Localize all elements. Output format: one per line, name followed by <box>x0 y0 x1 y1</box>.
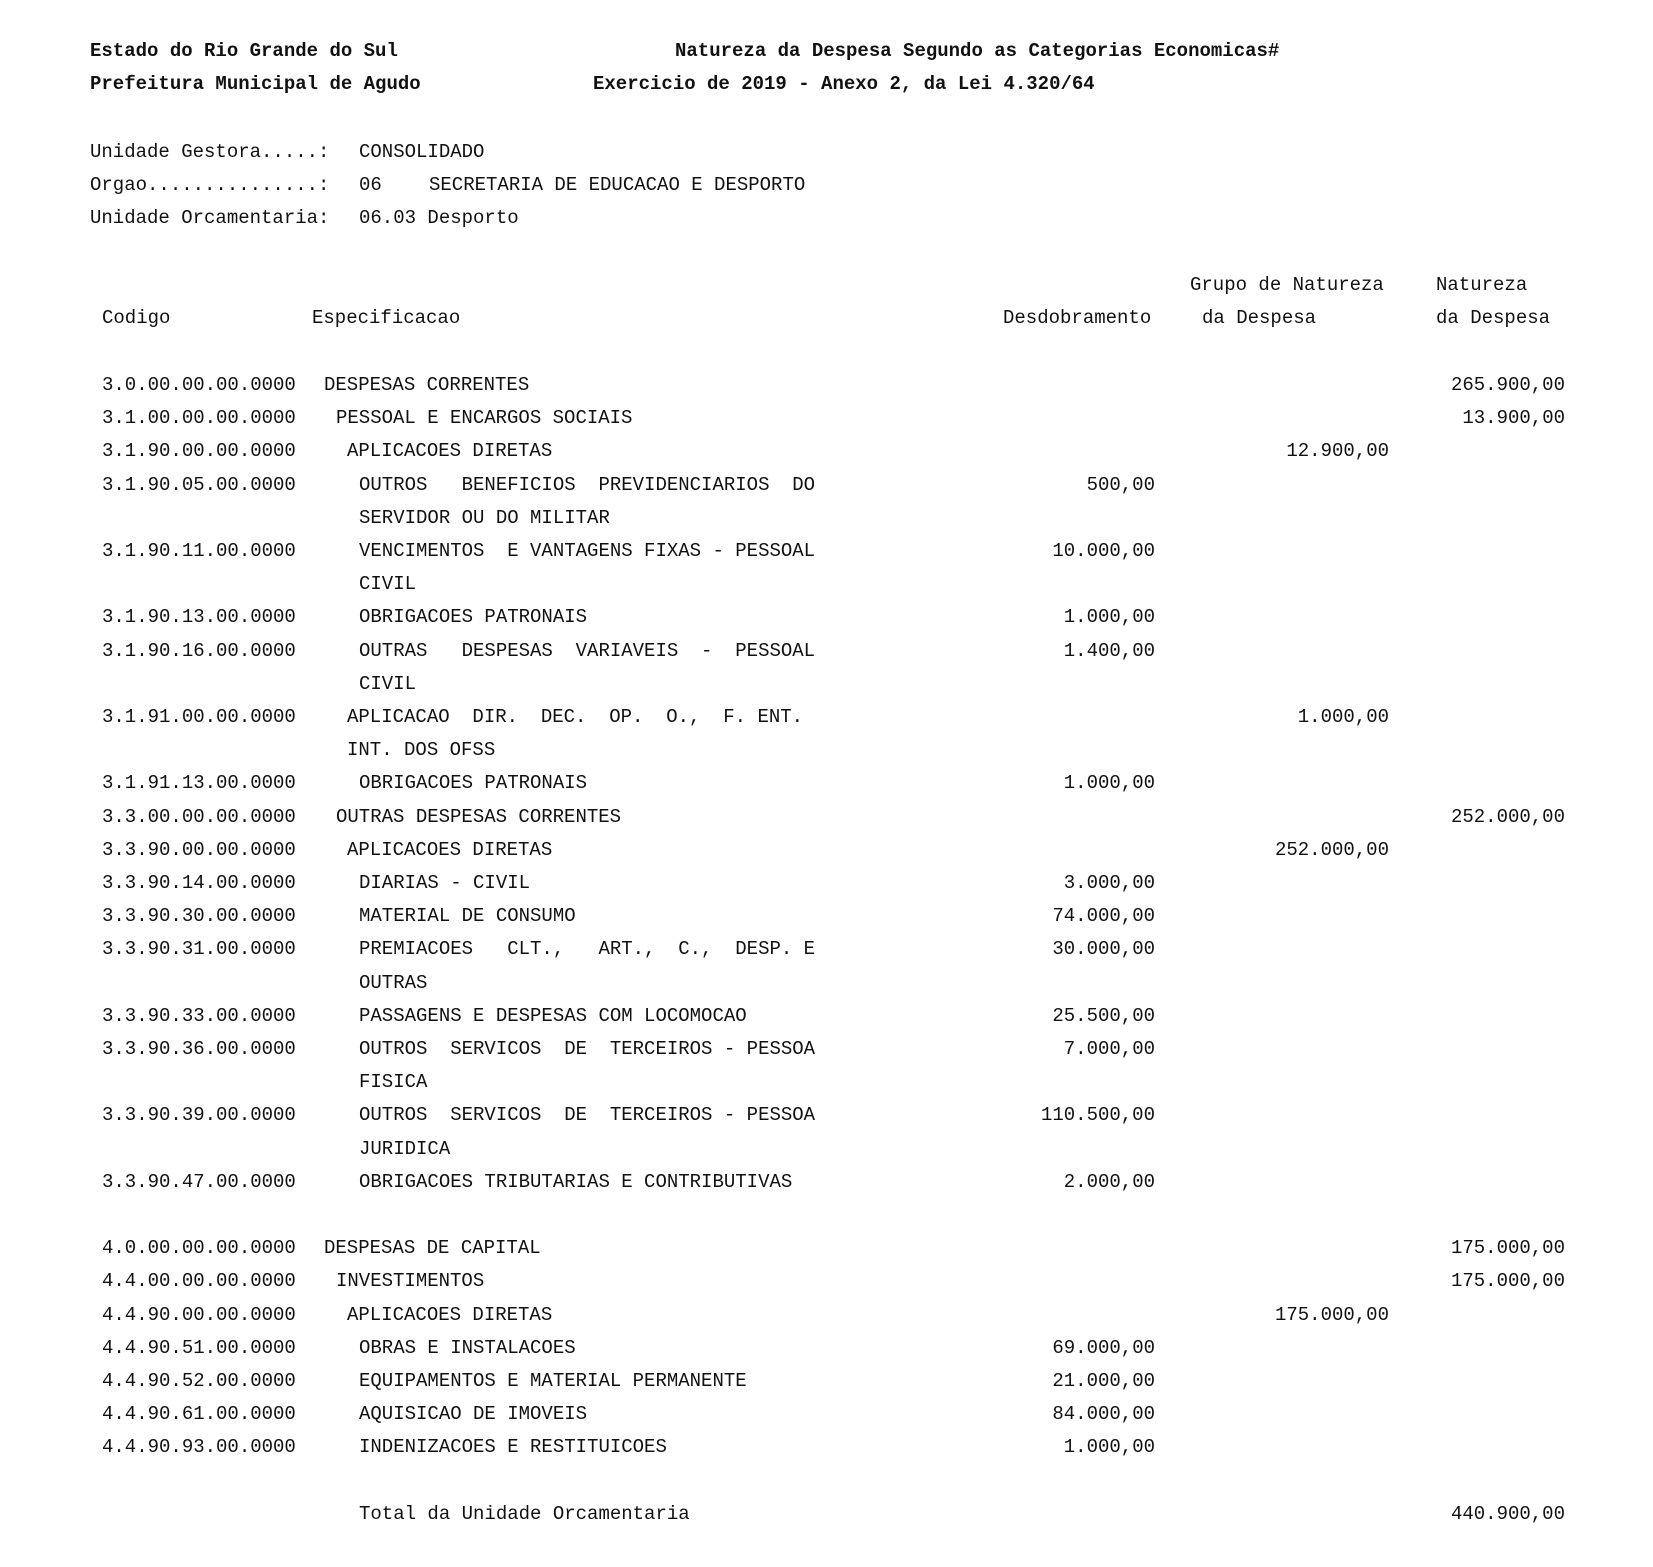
row-specification: APLICACOES DIRETAS <box>347 1303 553 1326</box>
row-specification: APLICACOES DIRETAS <box>347 838 553 861</box>
row-specification: CIVIL <box>359 672 417 695</box>
row-specification: AQUISICAO DE IMOVEIS <box>359 1403 588 1426</box>
row-grupo: 12.900,00 <box>1286 440 1389 463</box>
row-desdobramento: 74.000,00 <box>1052 905 1155 928</box>
row-natureza: 13.900,00 <box>1462 407 1565 430</box>
row-specification: PREMIACOES CLT., ART., C., DESP. E <box>359 938 816 961</box>
row-code: 4.0.00.00.00.0000 <box>102 1237 296 1260</box>
row-specification: OBRIGACOES PATRONAIS <box>359 772 588 795</box>
row-specification: JURIDICA <box>359 1137 451 1160</box>
row-specification: OBRIGACOES PATRONAIS <box>359 606 588 629</box>
row-specification: INDENIZACOES E RESTITUICOES <box>359 1436 667 1459</box>
row-specification: OUTROS SERVICOS DE TERCEIROS - PESSOA <box>359 1038 816 1060</box>
row-desdobramento: 1.400,00 <box>1063 639 1155 662</box>
row-code: 3.1.90.05.00.0000 <box>102 473 296 496</box>
row-specification: OUTROS SERVICOS DE TERCEIROS - PESSOA <box>359 1104 816 1127</box>
row-code: 3.1.00.00.00.0000 <box>102 407 296 430</box>
municipality-name: Prefeitura Municipal de Agudo <box>90 73 421 95</box>
report-title: Natureza da Despesa Segundo as Categorias Economicas# <box>675 40 1280 62</box>
row-code: 4.4.90.51.00.0000 <box>102 1336 296 1359</box>
col-header-desdobramento: Desdobramento <box>1003 307 1152 329</box>
row-specification: OBRIGACOES TRIBUTARIAS E CONTRIBUTIVAS <box>359 1170 793 1193</box>
row-desdobramento: 25.500,00 <box>1052 1004 1155 1027</box>
row-grupo: 252.000,00 <box>1274 838 1389 861</box>
row-specification: CIVIL <box>359 573 417 596</box>
row-code: 3.1.90.11.00.0000 <box>102 540 296 562</box>
row-specification: OUTROS BENEFICIOS PREVIDENCIARIOS DO <box>359 473 816 496</box>
row-code: 3.3.00.00.00.0000 <box>102 805 296 828</box>
row-desdobramento: 1.000,00 <box>1063 606 1155 629</box>
row-code: 4.4.90.00.00.0000 <box>102 1303 296 1326</box>
row-code: 3.3.90.30.00.0000 <box>102 905 296 928</box>
row-code: 3.0.00.00.00.0000 <box>102 374 296 396</box>
total-value: 440.900,00 <box>1450 1502 1565 1525</box>
row-specification: EQUIPAMENTOS E MATERIAL PERMANENTE <box>359 1370 747 1392</box>
row-specification: DESPESAS DE CAPITAL <box>324 1237 541 1260</box>
col-header-natureza-line2: da Despesa <box>1436 307 1551 329</box>
row-desdobramento: 7.000,00 <box>1063 1038 1155 1060</box>
row-code: 3.1.90.16.00.0000 <box>102 639 296 662</box>
row-code: 3.3.90.00.00.0000 <box>102 838 296 861</box>
row-desdobramento: 30.000,00 <box>1052 938 1155 961</box>
row-desdobramento: 1.000,00 <box>1063 772 1155 795</box>
row-natureza: 252.000,00 <box>1450 805 1565 828</box>
row-desdobramento: 500,00 <box>1086 473 1155 496</box>
col-header-natureza-line1: Natureza <box>1436 274 1528 296</box>
row-specification: PESSOAL E ENCARGOS SOCIAIS <box>336 407 633 430</box>
row-natureza: 265.900,00 <box>1450 374 1565 396</box>
row-specification: APLICACAO DIR. DEC. OP. O., F. ENT. <box>347 706 804 728</box>
row-specification: OUTRAS <box>359 971 428 994</box>
row-specification: INVESTIMENTOS <box>336 1270 485 1293</box>
row-code: 4.4.90.52.00.0000 <box>102 1370 296 1392</box>
row-desdobramento: 10.000,00 <box>1052 540 1155 562</box>
report-subtitle: Exercicio de 2019 - Anexo 2, da Lei 4.320/64 <box>593 73 1095 95</box>
unidade-orcamentaria-label: Unidade Orcamentaria: <box>90 207 330 229</box>
orgao-label: Orgao...............: <box>90 174 330 196</box>
total-label: Total da Unidade Orcamentaria <box>359 1502 690 1525</box>
row-natureza: 175.000,00 <box>1450 1270 1565 1293</box>
state-name: Estado do Rio Grande do Sul <box>90 40 398 62</box>
row-code: 4.4.90.61.00.0000 <box>102 1403 296 1426</box>
col-header-codigo: Codigo <box>102 307 171 329</box>
orgao-name: SECRETARIA DE EDUCACAO E DESPORTO <box>429 174 806 196</box>
row-specification: MATERIAL DE CONSUMO <box>359 905 576 928</box>
row-code: 3.3.90.39.00.0000 <box>102 1104 296 1127</box>
row-code: 3.1.90.00.00.0000 <box>102 440 296 463</box>
row-desdobramento: 21.000,00 <box>1052 1370 1155 1392</box>
row-code: 4.4.00.00.00.0000 <box>102 1270 296 1293</box>
row-specification: OBRAS E INSTALACOES <box>359 1336 576 1359</box>
row-code: 3.3.90.31.00.0000 <box>102 938 296 961</box>
row-code: 4.4.90.93.00.0000 <box>102 1436 296 1459</box>
row-specification: PASSAGENS E DESPESAS COM LOCOMOCAO <box>359 1004 747 1027</box>
row-specification: INT. DOS OFSS <box>347 739 496 762</box>
unidade-orcamentaria-value: 06.03 Desporto <box>359 207 519 229</box>
row-desdobramento: 110.500,00 <box>1040 1104 1155 1127</box>
col-header-grupo-line1: Grupo de Natureza <box>1190 274 1384 296</box>
row-code: 3.3.90.47.00.0000 <box>102 1170 296 1193</box>
col-header-grupo-line2: da Despesa <box>1202 307 1317 329</box>
row-code: 3.1.91.00.00.0000 <box>102 706 296 728</box>
row-specification: DIARIAS - CIVIL <box>359 872 531 894</box>
row-code: 3.1.90.13.00.0000 <box>102 606 296 629</box>
row-specification: OUTRAS DESPESAS CORRENTES <box>336 805 622 828</box>
row-desdobramento: 1.000,00 <box>1063 1436 1155 1459</box>
orgao-code: 06 <box>359 174 382 196</box>
row-specification: APLICACOES DIRETAS <box>347 440 553 463</box>
row-code: 3.3.90.14.00.0000 <box>102 872 296 894</box>
row-grupo: 175.000,00 <box>1274 1303 1389 1326</box>
row-grupo: 1.000,00 <box>1297 706 1389 728</box>
row-code: 3.3.90.36.00.0000 <box>102 1038 296 1060</box>
row-desdobramento: 3.000,00 <box>1063 872 1155 894</box>
row-specification: DESPESAS CORRENTES <box>324 374 530 396</box>
row-specification: SERVIDOR OU DO MILITAR <box>359 506 610 529</box>
row-specification: VENCIMENTOS E VANTAGENS FIXAS - PESSOAL <box>359 540 816 562</box>
unidade-gestora-label: Unidade Gestora.....: <box>90 141 330 163</box>
row-desdobramento: 69.000,00 <box>1052 1336 1155 1359</box>
row-natureza: 175.000,00 <box>1450 1237 1565 1260</box>
row-code: 3.3.90.33.00.0000 <box>102 1004 296 1027</box>
row-desdobramento: 84.000,00 <box>1052 1403 1155 1426</box>
unidade-gestora-value: CONSOLIDADO <box>359 141 485 163</box>
row-desdobramento: 2.000,00 <box>1063 1170 1155 1193</box>
col-header-especificacao: Especificacao <box>312 307 461 329</box>
row-code: 3.1.91.13.00.0000 <box>102 772 296 795</box>
row-specification: FISICA <box>359 1071 428 1094</box>
row-specification: OUTRAS DESPESAS VARIAVEIS - PESSOAL <box>359 639 816 662</box>
